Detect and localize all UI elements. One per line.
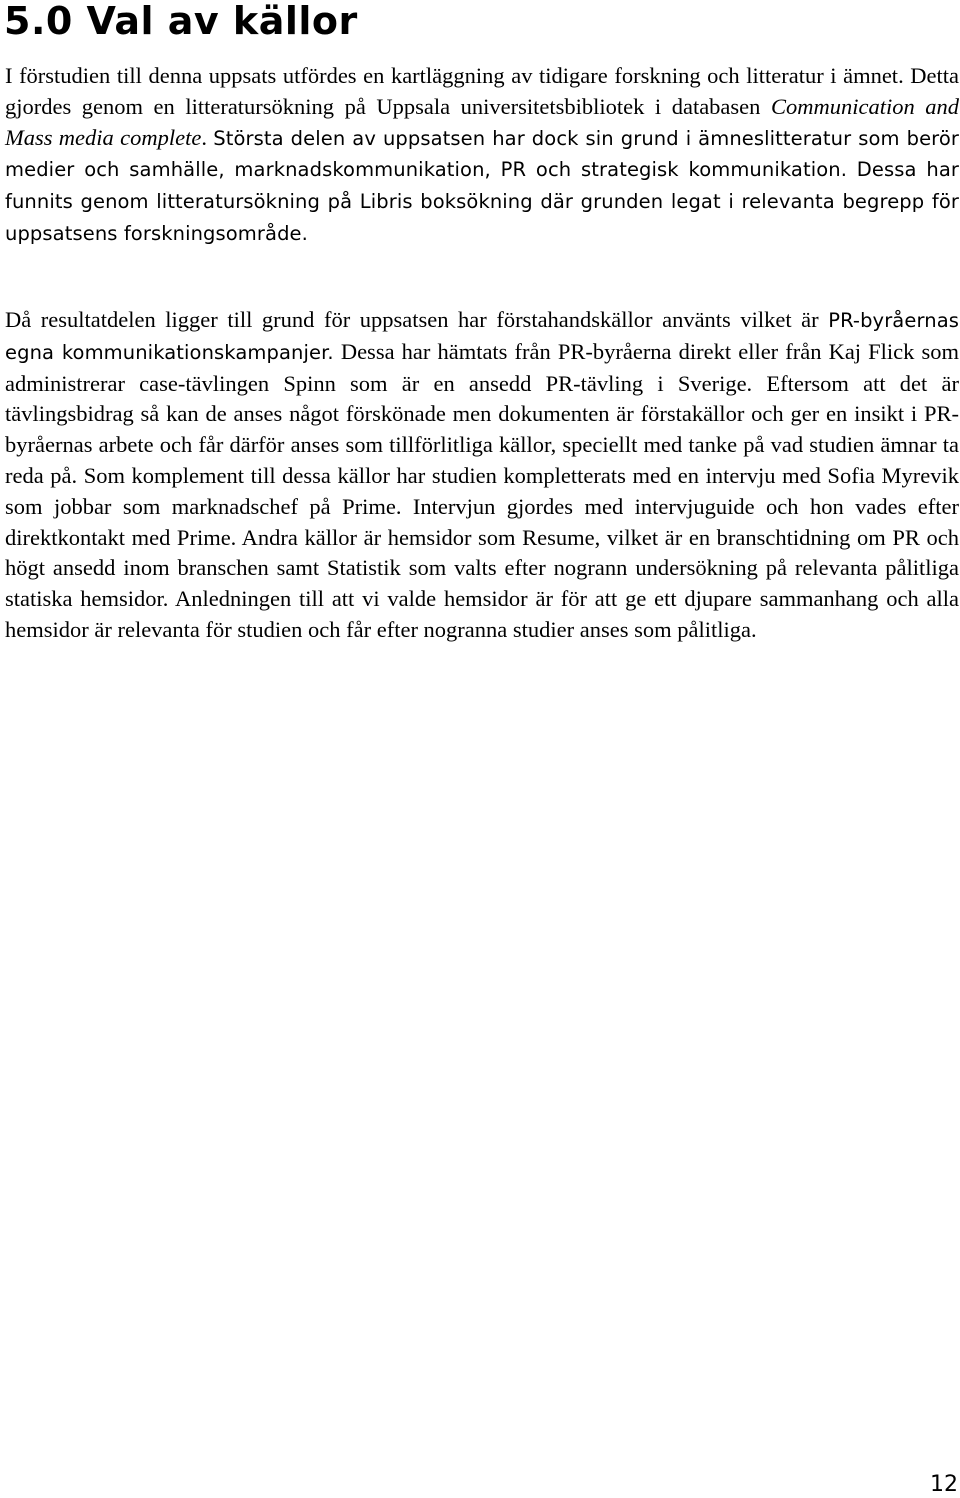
section-heading: 5.0 Val av källor xyxy=(4,0,358,43)
page-number: 12 xyxy=(930,1472,958,1497)
database-name-italic: Communication and Mass media complete xyxy=(5,93,960,150)
paragraph2-sans-run: PR-byråernas egna kommunikationskampanjer. xyxy=(5,309,959,364)
paragraph-sources-literature xyxy=(5,61,959,250)
paragraph2-text-run-rest: Dessa har hämtats från PR-byråerna direkt eller från Kaj Flick som administrerar case-tävlingen Spinn som är en ansedd PR-tävling i Sverige. Eftersom att det är tävlingsbidrag så kan de anses något förskönade men dokumenten är förstakällor och ger en insikt i PR-byråernas arbete och får därför anses som tillförlitliga källor, speciellt med tanke på vad studien ämnar ta reda på. Som komplement till dessa källor har studien kompletterats med en intervju med Sofia Myrevik som jobbar som marknadschef på Prime. Intervjun gjordes med intervjuguide och hon vades efter direktkontakt med Prime. Andra källor är hemsidor som Resume, vilket är en branschtidning om PR och högt ansedd inom branschen samt Statistik som valts efter nogrann undersökning på relevanta pålitliga statiska hemsidor. Anledningen till att vi valde hemsidor är för att ge ett djupare sammanhang och alla hemsidor är relevanta för studien och får efter nogranna studier anses som pålitliga. xyxy=(5,338,959,642)
paragraph2-text-run: Då resultatdelen ligger till grund för uppsatsen har förstahandskällor använts vilket är xyxy=(5,307,829,332)
paragraph-primary-sources xyxy=(5,305,959,646)
paragraph1-punctuation: . xyxy=(201,124,214,150)
paragraph1-text-run: I förstudien till denna uppsats utfördes en kartläggning av tidigare forskning och litteratur i ämnet. Detta gjordes genom en litteratursökning på Uppsala universitetsbibliotek i databasen xyxy=(5,63,959,119)
paragraph1-sans-run: Största delen av uppsatsen har dock sin grund i ämneslitteratur som berör medier och samhälle, marknadskommunikation, PR och strategisk kommunikation. Dessa har funnits genom litteratursökning på Libris boksökning där grunden legat i relevanta begrepp för uppsatsens forskningsområde. xyxy=(5,126,960,245)
